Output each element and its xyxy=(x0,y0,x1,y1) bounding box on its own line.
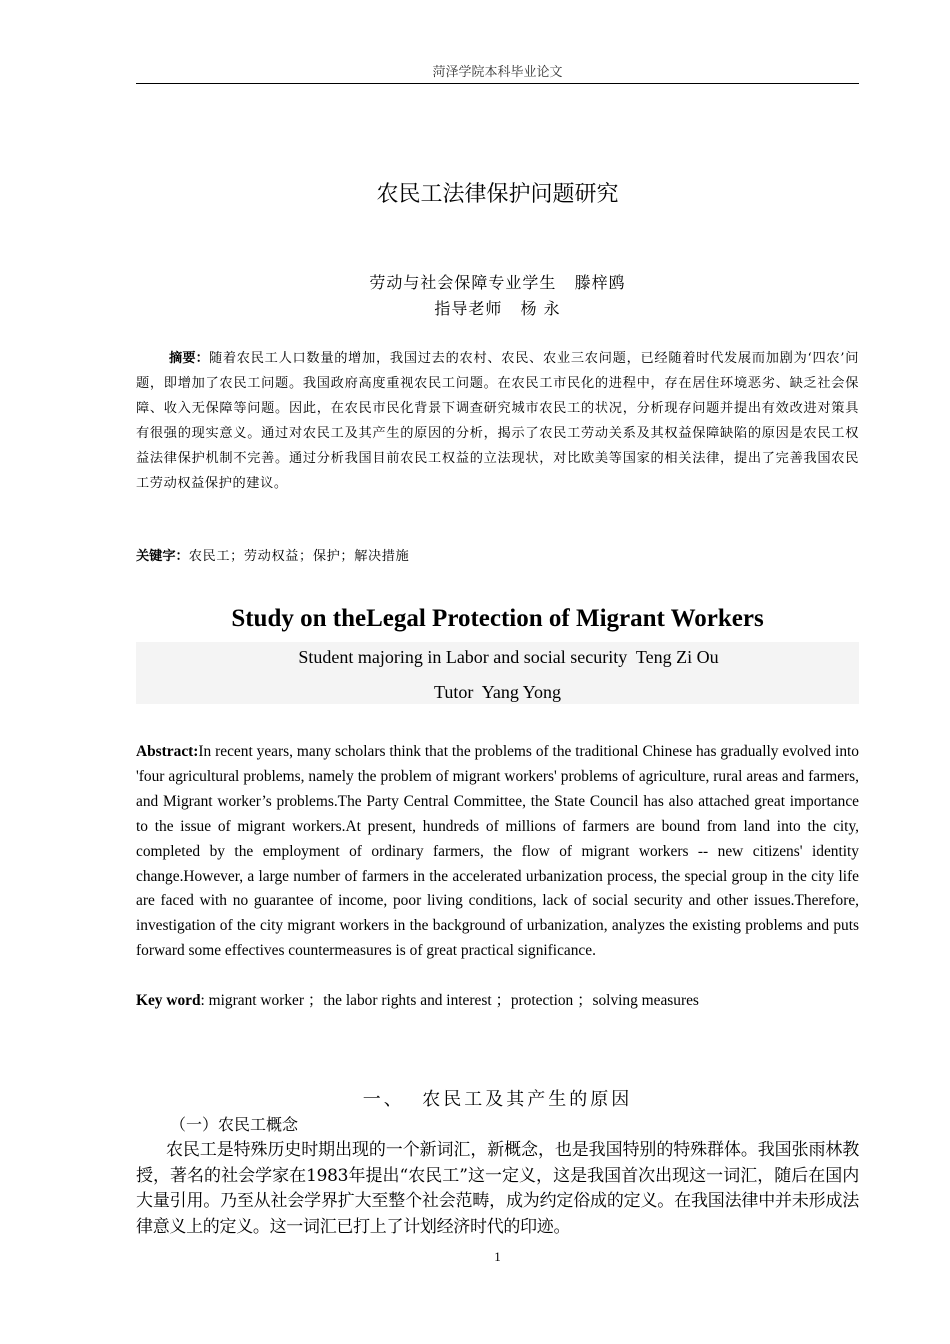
english-author-line: Student majoring in Labor and social security Teng Zi Ou xyxy=(298,647,719,667)
section-heading: 一、 农民工及其产生的原因 xyxy=(362,1089,633,1110)
chinese-abstract-label: 摘要： xyxy=(169,351,209,366)
english-abstract xyxy=(136,740,859,964)
chinese-author-block xyxy=(136,270,859,322)
english-abstract-label: Abstract: xyxy=(136,743,199,760)
english-title: Study on theLegal Protection of Migrant Workers xyxy=(231,605,764,632)
english-keywords xyxy=(136,989,859,1013)
english-abstract-text: In recent years, many scholars think that the problems of the traditional Chinese has gradually evolved into 'four agricultural problems, namely the problem of migrant workers' problems of agriculture, rural areas and farmers, and Migrant worker’s problems.The Party Central Committee, the State Council has also attached great importance to the issue of migrant workers.At present, hundreds of millions of farmers are bound from land into the city, completed by the employment of ordinary farmers, the flow of migrant workers -- new citizens' identity change.However, a large number of farmers in the accelerated urbanization process, the special group in the city life are faced with no guarantee of income, poor living conditions, lack of social security and other issues.Therefore, investigation of the city migrant workers in the background of urbanization, analyzes the existing problems and puts forward some effectives countermeasures is of great practical significance. xyxy=(136,743,859,960)
chinese-keywords xyxy=(136,546,859,568)
header-rule xyxy=(136,83,859,84)
body-paragraph: 农民工是特殊历史时期出现的一个新词汇，新概念，也是我国特别的特殊群体。我国张雨林教授，著名的社会学家在1983年提出“农民工”这一定义，这是我国首次出现这一词汇，随后在国内大量引用。乃至从社会学界扩大至整个社会范畴，成为约定俗成的定义。在我国法律中并未形成法律意义上的定义。这一词汇已打上了计划经济时代的印迹。 xyxy=(136,1140,859,1237)
page-number: 1 xyxy=(494,1249,501,1264)
chinese-abstract-text: 随着农民工人口数量的增加，我国过去的农村、农民、农业三农问题，已经随着时代发展而加剧为‘四农’问题，即增加了农民工问题。我国政府高度重视农民工问题。在农民工市民化的进程中，存在居住环境恶劣、缺乏社会保障、收入无保障等问题。因此，在农民市民化背景下调查研究城市农民工的状况，分析现存问题并提出有效改进对策具有很强的现实意义。通过对农民工及其产生的原因的分析，揭示了农民工劳动关系及其权益保障缺陷的原因是农民工权益法律保护机制不完善。通过分析我国目前农民工权益的立法现状，对比欧美等国家的相关法律，提出了完善我国农民工劳动权益保护的建议。 xyxy=(136,351,860,491)
english-keywords-label: Key word xyxy=(136,992,201,1009)
chinese-title: 农民工法律保护问题研究 xyxy=(376,182,619,207)
english-keywords-text: : migrant worker ；the labor rights and interest ；protection ；solving measures xyxy=(200,992,699,1009)
chinese-tutor-line: 指导老师 杨 永 xyxy=(434,299,561,318)
section-subheading: （一）农民工概念 xyxy=(170,1115,299,1134)
english-tutor-line: Tutor Yang Yong xyxy=(434,682,561,702)
chinese-keywords-text: 农民工；劳动权益；保护；解决措施 xyxy=(188,549,410,564)
chinese-author-line: 劳动与社会保障专业学生 滕梓鸥 xyxy=(369,273,626,292)
chinese-abstract xyxy=(136,346,859,496)
chinese-keywords-label: 关键字： xyxy=(136,549,189,564)
running-header: 菏泽学院本科毕业论文 xyxy=(432,65,563,80)
